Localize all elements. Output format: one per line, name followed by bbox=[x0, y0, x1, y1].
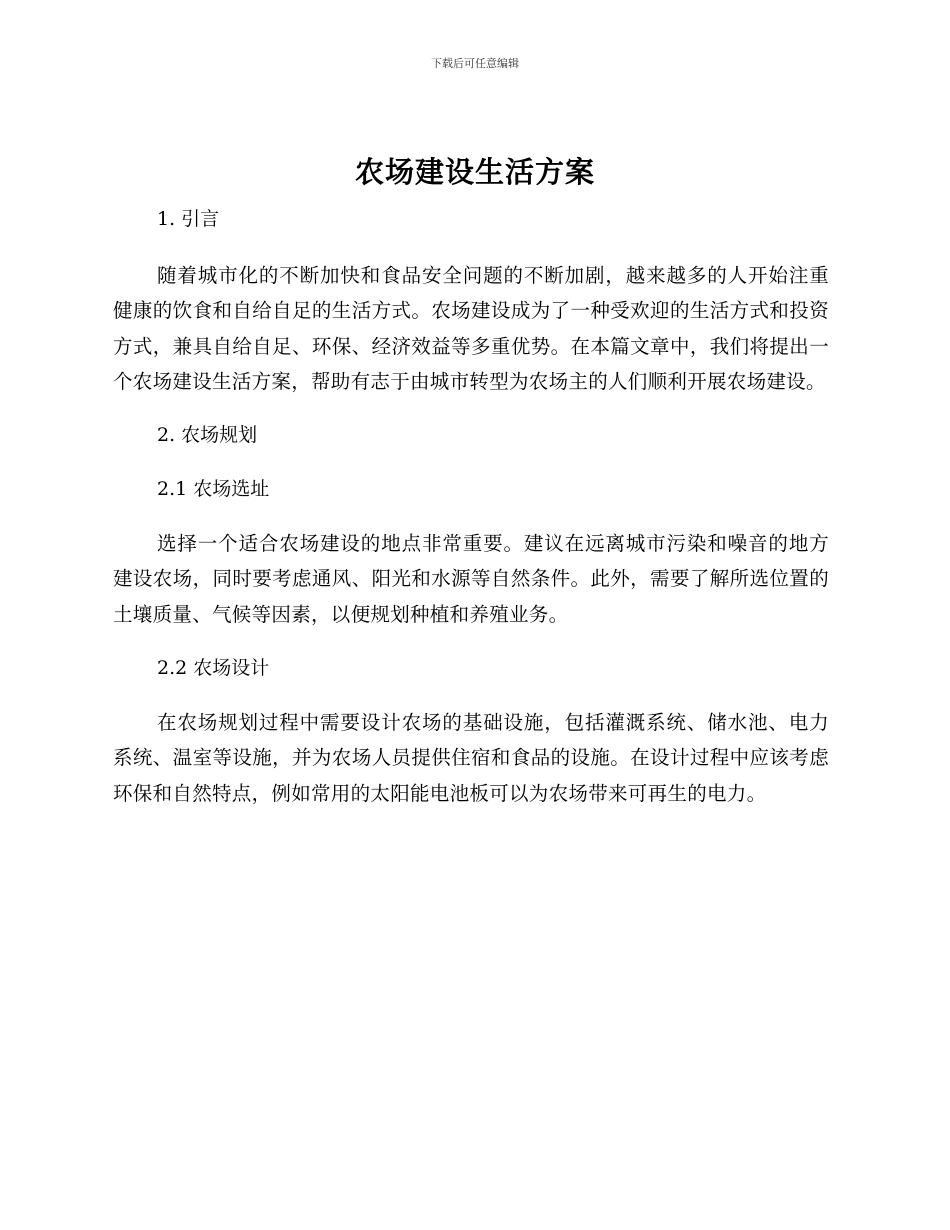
paragraph-design: 在农场规划过程中需要设计农场的基础设施，包括灌溉系统、储水池、电力系统、温室等设施，并为农场人员提供住宿和食品的设施。在设计过程中应该考虑环保和自然特点，例如常用的太阳能电池板可以为农场带来可再生的电力。 bbox=[113, 711, 829, 805]
subsection-heading-site: 2.1 农场选址 bbox=[157, 478, 270, 501]
document-title: 农场建设生活方案 bbox=[354, 155, 595, 189]
section-heading-planning: 2. 农场规划 bbox=[157, 424, 258, 447]
section-heading-intro: 1. 引言 bbox=[157, 208, 220, 230]
page-header: 下载后可任意编辑 bbox=[431, 57, 519, 70]
subsection-heading-design: 2.2 农场设计 bbox=[157, 657, 270, 680]
document-body bbox=[113, 202, 829, 830]
paragraph-site: 选择一个适合农场建设的地点非常重要。建议在远离城市污染和噪音的地方建设农场，同时要考虑通风、阳光和水源等自然条件。此外，需要了解所选位置的土壤质量、气候等因素，以便规划种植和养殖业务。 bbox=[113, 532, 829, 626]
paragraph-intro: 随着城市化的不断加快和食品安全问题的不断加剧，越来越多的人开始注重健康的饮食和自给自足的生活方式。农场建设成为了一种受欢迎的生活方式和投资方式，兼具自给自足、环保、经济效益等多重优势。在本篇文章中，我们将提出一个农场建设生活方案，帮助有志于由城市转型为农场主的人们顺利开展农场建设。 bbox=[113, 264, 829, 393]
